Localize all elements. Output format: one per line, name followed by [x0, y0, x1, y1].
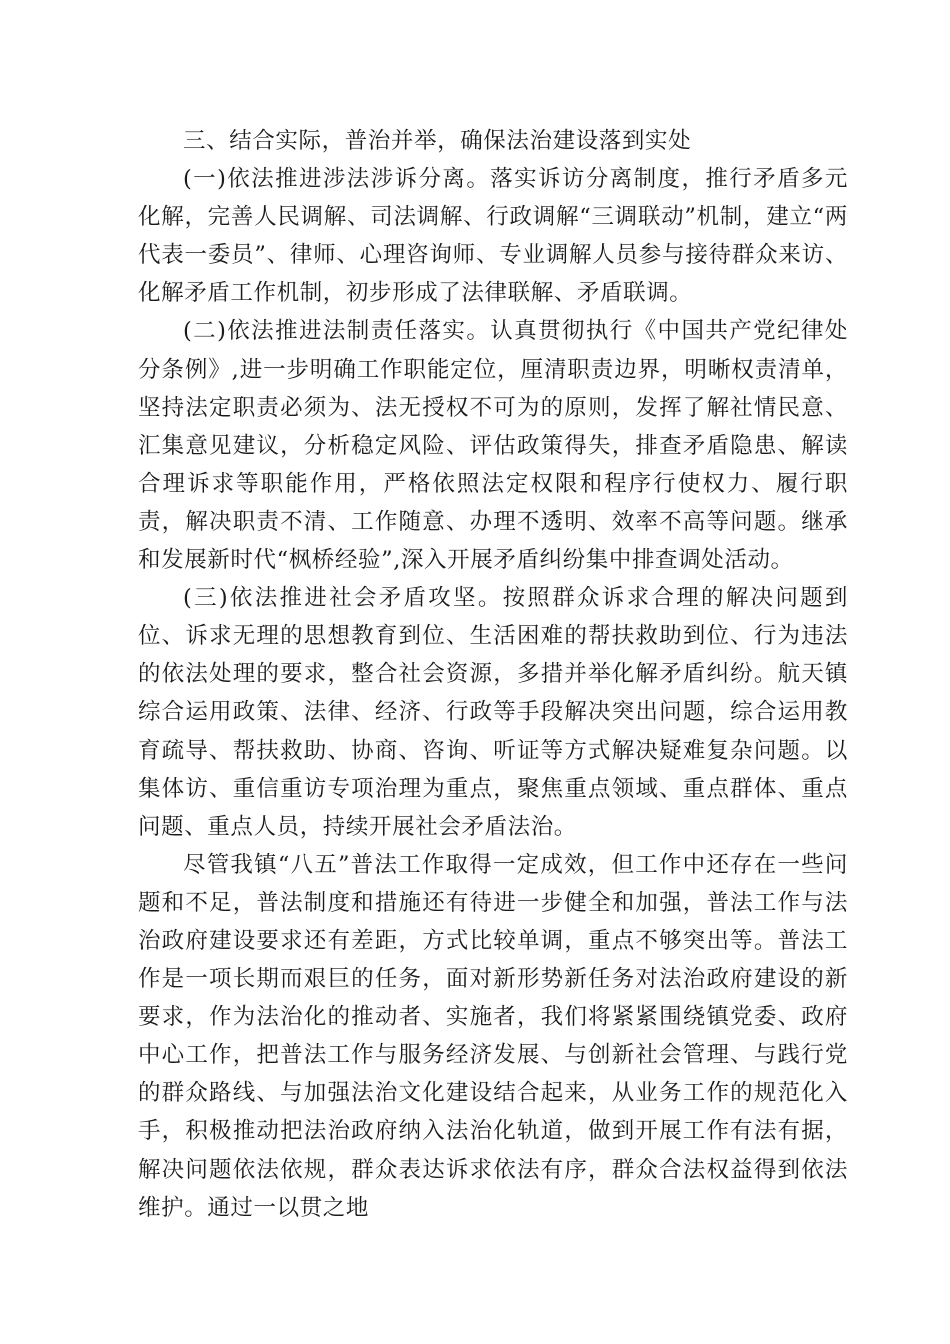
paragraph-1: (一)依法推进涉法涉诉分离。落实诉访分离制度，推行矛盾多元化解，完善人民调解、司法调解、行政调解“三调联动”机制，建立“两代表一委员”、律师、心理咨询师、专业调解人员参与接待群众来访、化解矛盾工作机制，初步形成了法律联解、矛盾联调。: [138, 166, 848, 307]
paragraph-2: (二)依法推进法制责任落实。认真贯彻执行《中国共产党纪律处分条例》,进一步明确工作职能定位，厘清职责边界，明晰权责清单，坚持法定职责必须为、法无授权不可为的原则，发挥了解社情民意、汇集意见建议，分析稳定风险、评估政策得失，排查矛盾隐患、解读合理诉求等职能作用，严格依照法定权限和程序行使权力、履行职责，解决职责不清、工作随意、办理不透明、效率不高等问题。继承和发展新时代“枫桥经验”,深入开展矛盾纠纷集中排查调处活动。: [138, 318, 848, 574]
paragraph-3: (三)依法推进社会矛盾攻坚。按照群众诉求合理的解决问题到位、诉求无理的思想教育到位、生活困难的帮扶救助到位、行为违法的依法处理的要求，整合社会资源，多措并举化解矛盾纠纷。航天镇综合运用政策、法律、经济、行政等手段解决突出问题，综合运用教育疏导、帮扶救助、协商、咨询、听证等方式解决疑难复杂问题。以集体访、重信重访专项治理为重点，聚焦重点领域、重点群体、重点问题、重点人员，持续开展社会矛盾法治。: [138, 585, 848, 840]
paragraph-4: 尽管我镇“八五”普法工作取得一定成效，但工作中还存在一些问题和不足，普法制度和措施还有待进一步健全和加强，普法工作与法治政府建设要求还有差距，方式比较单调，重点不够突出等。普法工作是一项长期而艰巨的任务，面对新形势新任务对法治政府建设的新要求，作为法治化的推动者、实施者，我们将紧紧围绕镇党委、政府中心工作，把普法工作与服务经济发展、与创新社会管理、与践行党的群众路线、与加强法治文化建设结合起来，从业务工作的规范化入手，积极推动把法治政府纳入法治化轨道，做到开展工作有法有据，解决问题依法依规，群众表达诉求依法有序，群众合法权益得到依法维护。通过一以贯之地: [138, 851, 848, 1221]
section-heading: 三、结合实际，普治并举，确保法治建设落到实处: [183, 128, 692, 154]
document-body: [138, 122, 848, 1227]
